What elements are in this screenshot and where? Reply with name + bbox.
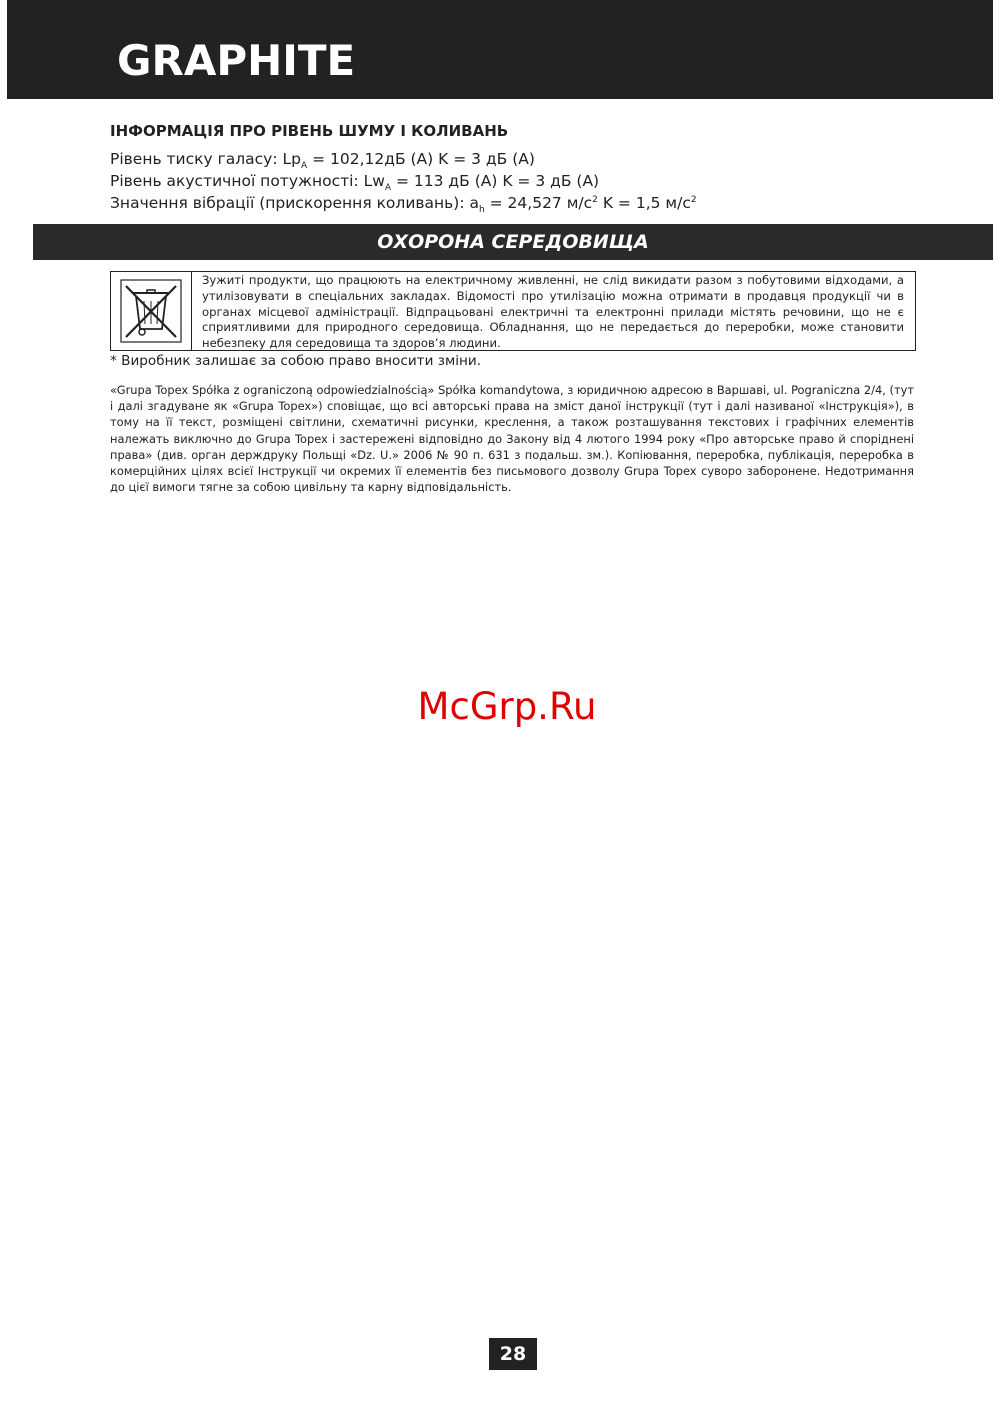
noise-section-title: ІНФОРМАЦІЯ ПРО РІВЕНЬ ШУМУ І КОЛИВАНЬ — [110, 122, 509, 140]
vibration-label: Значення вібрації (прискорення коливань): a — [110, 194, 479, 212]
page-number: 28 — [489, 1338, 537, 1370]
sound-power-line — [110, 172, 599, 193]
sound-pressure-label: Рівень тиску галасу: Lp — [110, 150, 301, 168]
crossed-out-wheelie-bin-icon — [120, 279, 182, 343]
environment-notice-text: Зужиті продукти, що працюють на електричному живленні, не слід викидати разом з побутовими відходами, а утилізовувати в спеціальних закладах. Відомості про утилізацію можна отримати в продавця продукції чи в органах місцевої адміністрації. Відпрацьовані електричні та електронні прилади містять речовини, що не є сприятливими для природного середовища. Обладнання, що не передається до переробки, може становити небезпеку для середовища та здоров’я людини. — [202, 273, 904, 351]
sound-pressure-value: = 102,12дБ (A) K = 3 дБ (A) — [307, 150, 535, 168]
environment-section-title: ОХОРОНА СЕРЕДОВИЩА — [377, 231, 649, 253]
copyright-notice: «Grupa Topex Spółka z ograniczoną odpowiedzialnością» Spółka komandytowa, з юридичною адресою в Варшаві, ul. Pograniczna 2/4, (тут і далі згадуване як «Grupa Topex») сповіщає, що всі авторські права на зміст даної інструкції (тут і далі називаної «Інструкція»), в тому на її текст, розміщені світлини, схематичні рисунки, креслення, а також розташування текстових і графічних елементів належать виключно до Grupa Topex і застережені відповідно до Закону від 4 лютого 1994 року «Про авторське право й споріднені права» (див. орган держдруку Польщі «Dz. U.» 2006 № 90 п. 631 з подальш. зм.). Копіювання, переробка, публікація, переробка в комерційних цілях всієї Інструкції чи окремих її елементів без письмового дозволу Grupa Topex суворо заборонене. Недотримання до цієї вимоги тягне за собою цивільну та карну відповідальність. — [110, 383, 914, 495]
graphite-logo: GRAPHITE — [117, 36, 356, 85]
environment-notice-box — [110, 271, 916, 351]
vibration-k: K = 1,5 м/с — [597, 194, 691, 212]
header-band — [7, 0, 993, 99]
watermark: McGrp.Ru — [417, 685, 597, 728]
vibration-sup-1: 2 — [592, 194, 598, 205]
sound-pressure-line — [110, 150, 535, 171]
sound-pressure-sub: A — [300, 161, 308, 172]
vibration-value: = 24,527 м/с — [484, 194, 593, 212]
sound-power-sub: A — [384, 183, 392, 194]
vibration-sup-2: 2 — [690, 194, 697, 205]
vibration-sub: h — [479, 205, 485, 216]
environment-section-band — [33, 224, 993, 260]
sound-power-label: Рівень акустичної потужності: Lw — [110, 172, 385, 190]
sound-power-value: = 113 дБ (A) K = 3 дБ (A) — [391, 172, 600, 190]
vibration-line — [110, 194, 697, 215]
manufacturer-note: * Виробник залишає за собою право вносити зміни. — [110, 353, 482, 369]
bin-icon-cell — [111, 272, 192, 350]
